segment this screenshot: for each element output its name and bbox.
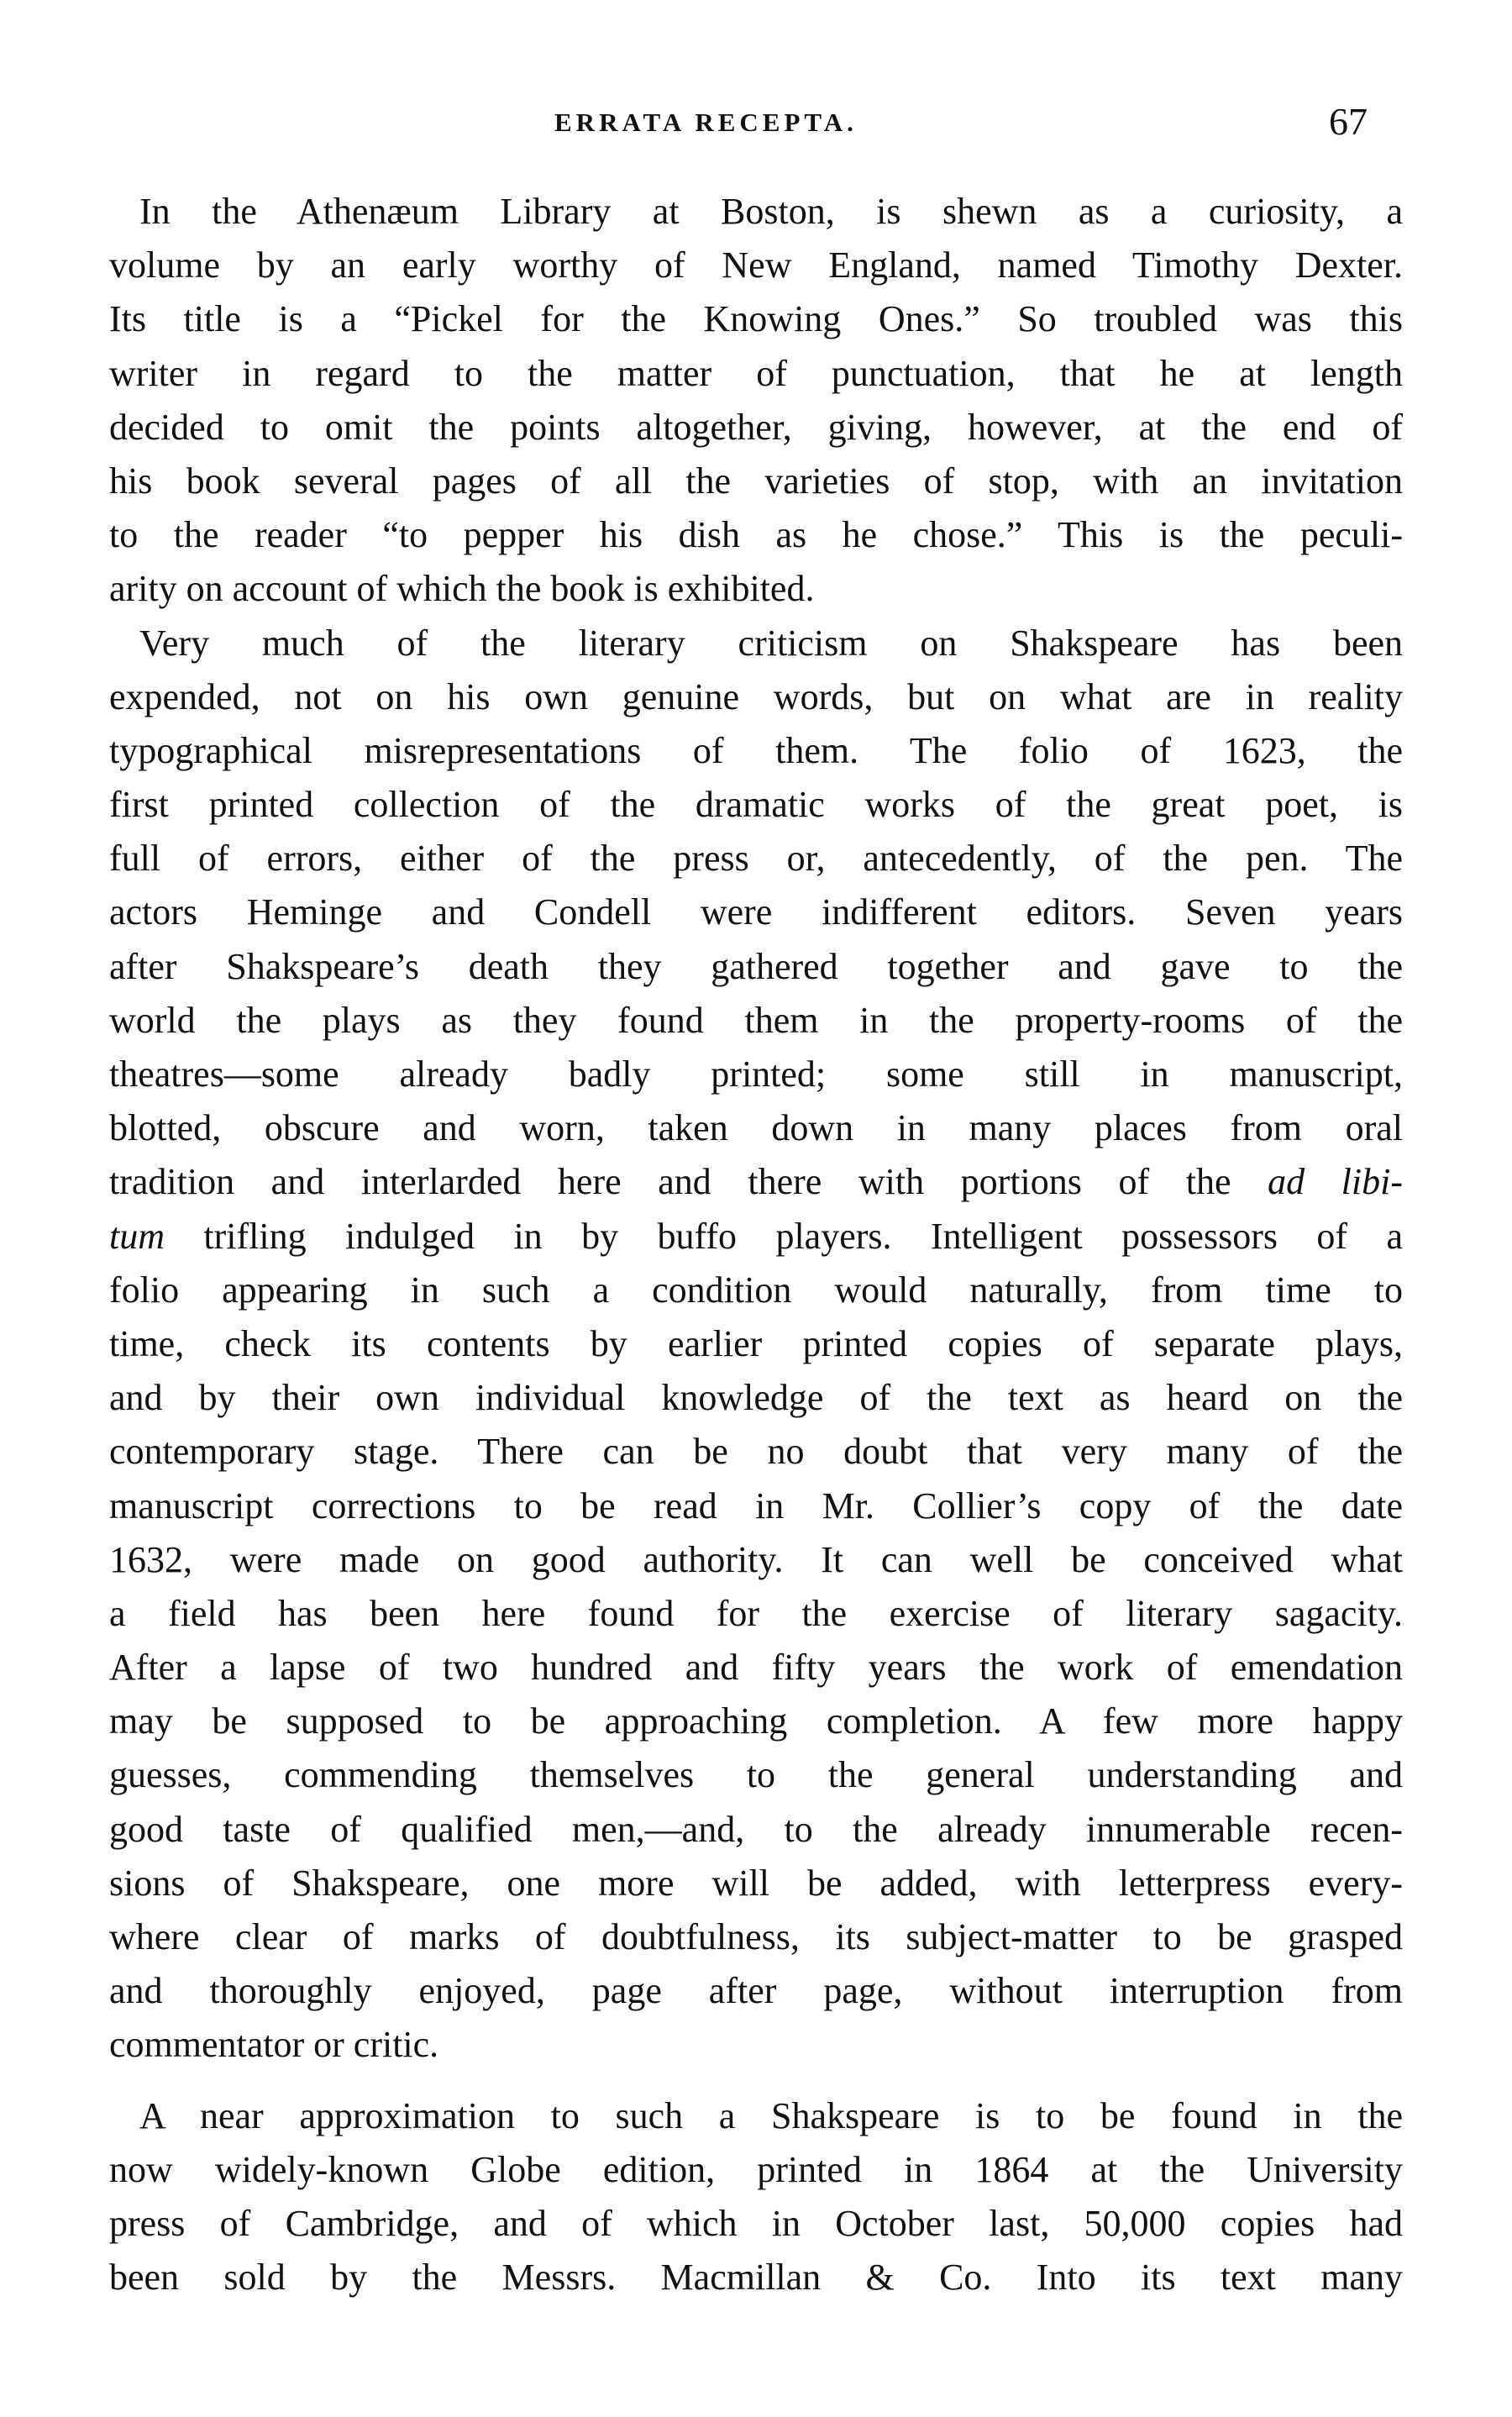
text-line: 1632, were made on good authority. It can well be conceived what xyxy=(109,1538,1403,1580)
text-line: blotted, obscure and worn, taken down in many places from oral xyxy=(109,1107,1403,1149)
text-line: after Shakspeare’s death they gathered together and gave to the xyxy=(109,945,1403,987)
text-line: folio appearing in such a condition would naturally, from time to xyxy=(109,1269,1403,1311)
text-line: press of Cambridge, and of which in October last, 50,000 copies had xyxy=(109,2202,1403,2244)
text-line: decided to omit the points altogether, giving, however, at the end of xyxy=(109,406,1403,448)
text-line: Very much of the literary criticism on Shakspeare has been xyxy=(139,622,1403,664)
text-line: volume by an early worthy of New England, named Timothy Dexter. xyxy=(109,244,1403,286)
paragraph-1 xyxy=(109,185,1403,617)
running-head xyxy=(0,100,1512,150)
running-title: ERRATA RECEPTA. xyxy=(554,108,858,137)
text-line: his book several pages of all the varieties of stop, with an invitation xyxy=(109,460,1403,502)
text-line: good taste of qualified men,—and, to the already innumerable recen- xyxy=(109,1808,1403,1850)
text-line: expended, not on his own genuine words, but on what are in reality xyxy=(109,675,1403,717)
body-text xyxy=(109,185,1403,2304)
paragraph-2 xyxy=(109,617,1403,2073)
text-line: sions of Shakspeare, one more will be added, with letterpress every- xyxy=(109,1862,1403,1904)
text-line: writer in regard to the matter of punctuation, that he at length xyxy=(109,352,1403,394)
paragraph-3 xyxy=(109,2089,1403,2305)
text-line: and by their own individual knowledge of the text as heard on the xyxy=(109,1377,1403,1419)
text-line: typographical misrepresentations of them. The folio of 1623, the xyxy=(109,729,1403,771)
text-line: contemporary stage. There can be no doubt that very many of the xyxy=(109,1431,1403,1473)
text-line: where clear of marks of doubtfulness, its subject-matter to be grasped xyxy=(109,1916,1403,1957)
paragraph-gap xyxy=(109,2073,1403,2089)
text-line: and thoroughly enjoyed, page after page, without interruption from xyxy=(109,1970,1403,2012)
text-line: commentator or critic. xyxy=(109,2024,439,2066)
text-line: time, check its contents by earlier printed copies of separate plays, xyxy=(109,1322,1403,1364)
text-line: theatres—some already badly printed; some still in manuscript, xyxy=(109,1053,1403,1095)
text-line: may be supposed to be approaching completion. A few more happy xyxy=(109,1700,1403,1742)
text-line: first printed collection of the dramatic works of the great poet, is xyxy=(109,784,1403,826)
page-number: 67 xyxy=(1329,100,1368,143)
text-line: A near approximation to such a Shakspeare is to be found in the xyxy=(139,2094,1403,2136)
text-line: tum trifling indulged in by buffo players. Intelligent possessors of a xyxy=(109,1215,1403,1257)
text-line: In the Athenæum Library at Boston, is shewn as a curiosity, a xyxy=(139,191,1403,232)
text-line: Its title is a “Pickel for the Knowing Ones.” So troubled was this xyxy=(109,298,1403,340)
text-line: now widely-known Globe edition, printed in 1864 at the University xyxy=(109,2148,1403,2190)
text-line: After a lapse of two hundred and fifty years the work of emendation xyxy=(109,1647,1403,1689)
text-line: tradition and interlarded here and there with portions of the ad libi- xyxy=(109,1161,1403,1203)
text-line: to the reader “to pepper his dish as he chose.” This is the peculi- xyxy=(109,514,1403,556)
text-line: full of errors, either of the press or, antecedently, of the pen. The xyxy=(109,838,1403,880)
text-line: been sold by the Messrs. Macmillan & Co. Into its text many xyxy=(109,2257,1403,2299)
text-line: arity on account of which the book is exhibited. xyxy=(109,568,815,610)
text-line: guesses, commending themselves to the general understanding and xyxy=(109,1754,1403,1796)
text-line: actors Heminge and Condell were indifferent editors. Seven years xyxy=(109,891,1403,933)
text-line: world the plays as they found them in the property-rooms of the xyxy=(109,999,1403,1041)
text-line: manuscript corrections to be read in Mr. Collier’s copy of the date xyxy=(109,1484,1403,1526)
text-line: a field has been here found for the exercise of literary sagacity. xyxy=(109,1592,1403,1634)
